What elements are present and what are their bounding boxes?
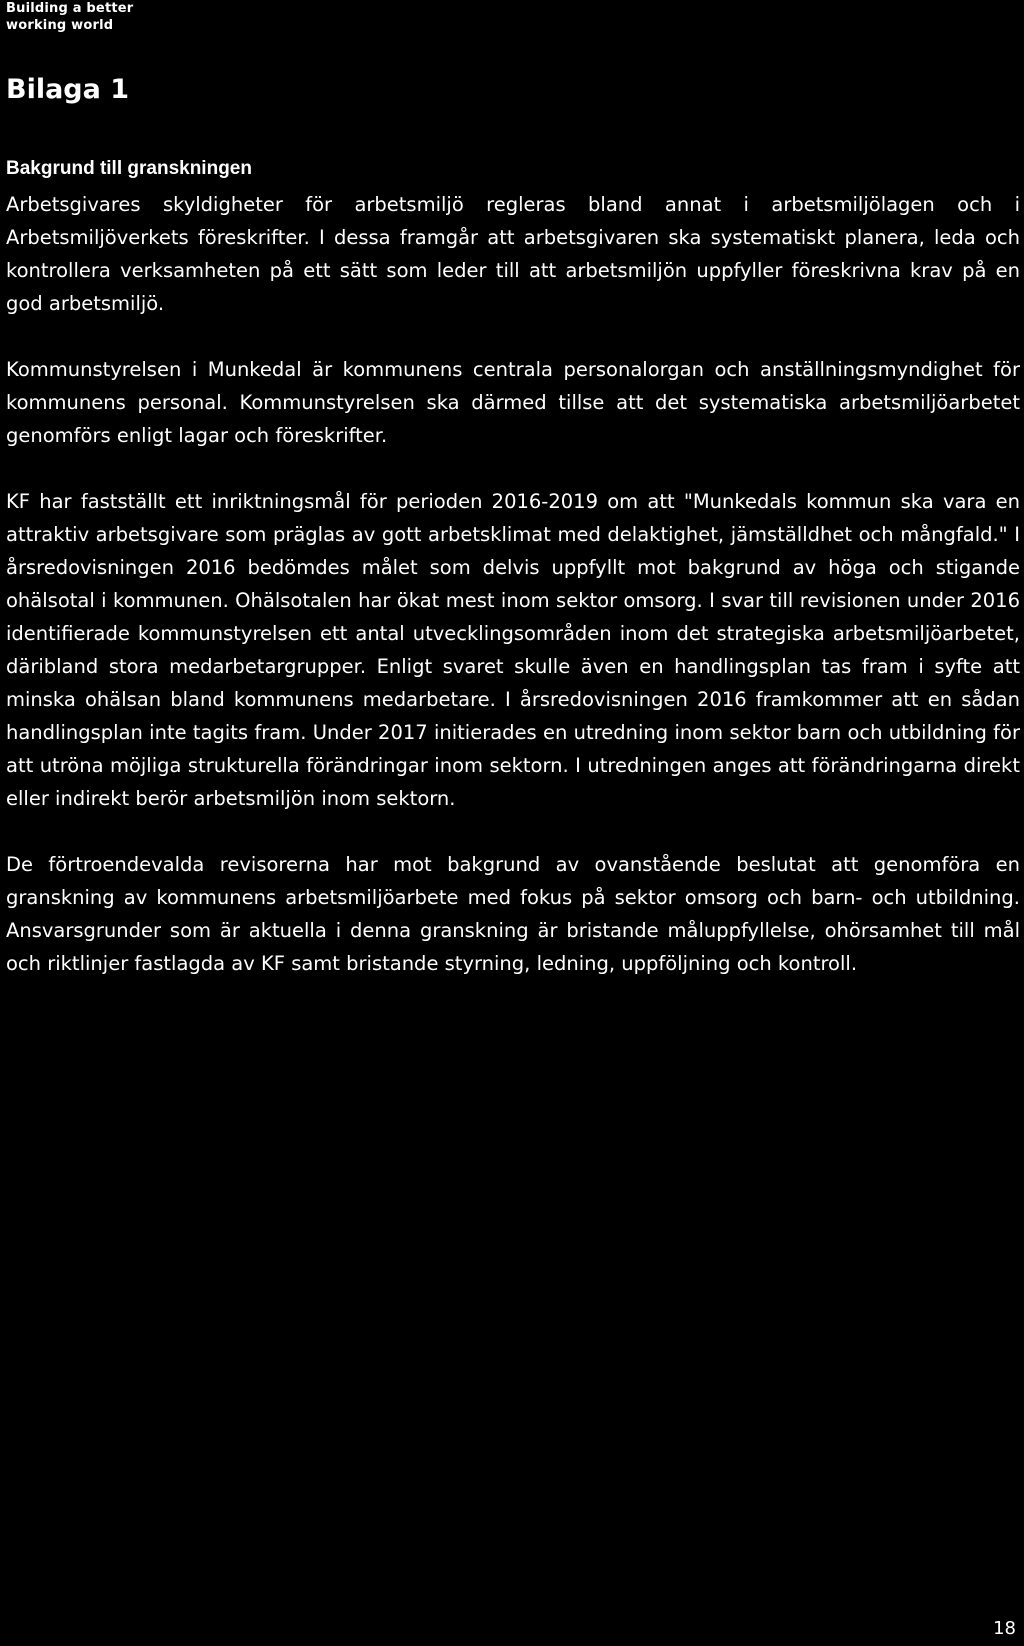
brand-tagline (6, 0, 133, 34)
paragraph-1: Arbetsgivares skyldigheter för arbetsmiljö regleras bland annat i arbetsmiljölagen och i Arbetsmiljöverkets föreskrifter. I dessa framgår att arbetsgivaren ska systematiskt planera, leda och kontrollera verksamheten på ett sätt som leder till att arbetsmiljön uppfyller föreskrivna krav på en god arbetsmiljö. (6, 193, 1020, 315)
page-number: 18 (993, 1618, 1016, 1639)
appendix-title: Bilaga 1 (6, 74, 130, 105)
tagline-line-2: working world (6, 18, 114, 33)
section-heading: Bakgrund till granskningen (6, 158, 252, 179)
paragraph-4: De förtroendevalda revisorerna har mot bakgrund av ovanstående beslutat att genomföra en granskning av kommunens arbetsmiljöarbete med fokus på sektor omsorg och barn- och utbildning. Ansvarsgrunder som är aktuella i denna granskning är bristande måluppfyllelse, ohörsamhet till mål och riktlinjer fastlagda av KF samt bristande styrning, ledning, uppföljning och kontroll. (6, 853, 1020, 975)
tagline-line-1: Building a better (6, 1, 134, 16)
paragraph-2: Kommunstyrelsen i Munkedal är kommunens centrala personalorgan och anställningsmyndighet för kommunens personal. Kommunstyrelsen ska därmed tillse att det systematiska arbetsmiljöarbetet genomförs enligt lagar och föreskrifter. (6, 358, 1020, 447)
paragraph-3: KF har fastställt ett inriktningsmål för perioden 2016-2019 om att "Munkedals kommun ska vara en attraktiv arbetsgivare som präglas av gott arbetsklimat med delaktighet, jämställdhet och mångfald." I årsredovisningen 2016 bedömdes målet som delvis uppfyllt mot bakgrund av höga och stigande ohälsotal i kommunen. Ohälsotalen har ökat mest inom sektor omsorg. I svar till revisionen under 2016 identifierade kommunstyrelsen ett antal utvecklingsområden inom det strategiska arbetsmiljöarbetet, däribland stora medarbetargrupper. Enligt svaret skulle även en handlingsplan tas fram i syfte att minska ohälsan bland kommunens medarbetare. I årsredovisningen 2016 framkommer att en sådan handlingsplan inte tagits fram. Under 2017 initierades en utredning inom sektor barn och utbildning för att utröna möjliga strukturella förändringar inom sektorn. I utredningen anges att förändringarna direkt eller indirekt berör arbetsmiljön inom sektorn. (6, 490, 1020, 810)
body-text (6, 188, 1020, 1013)
